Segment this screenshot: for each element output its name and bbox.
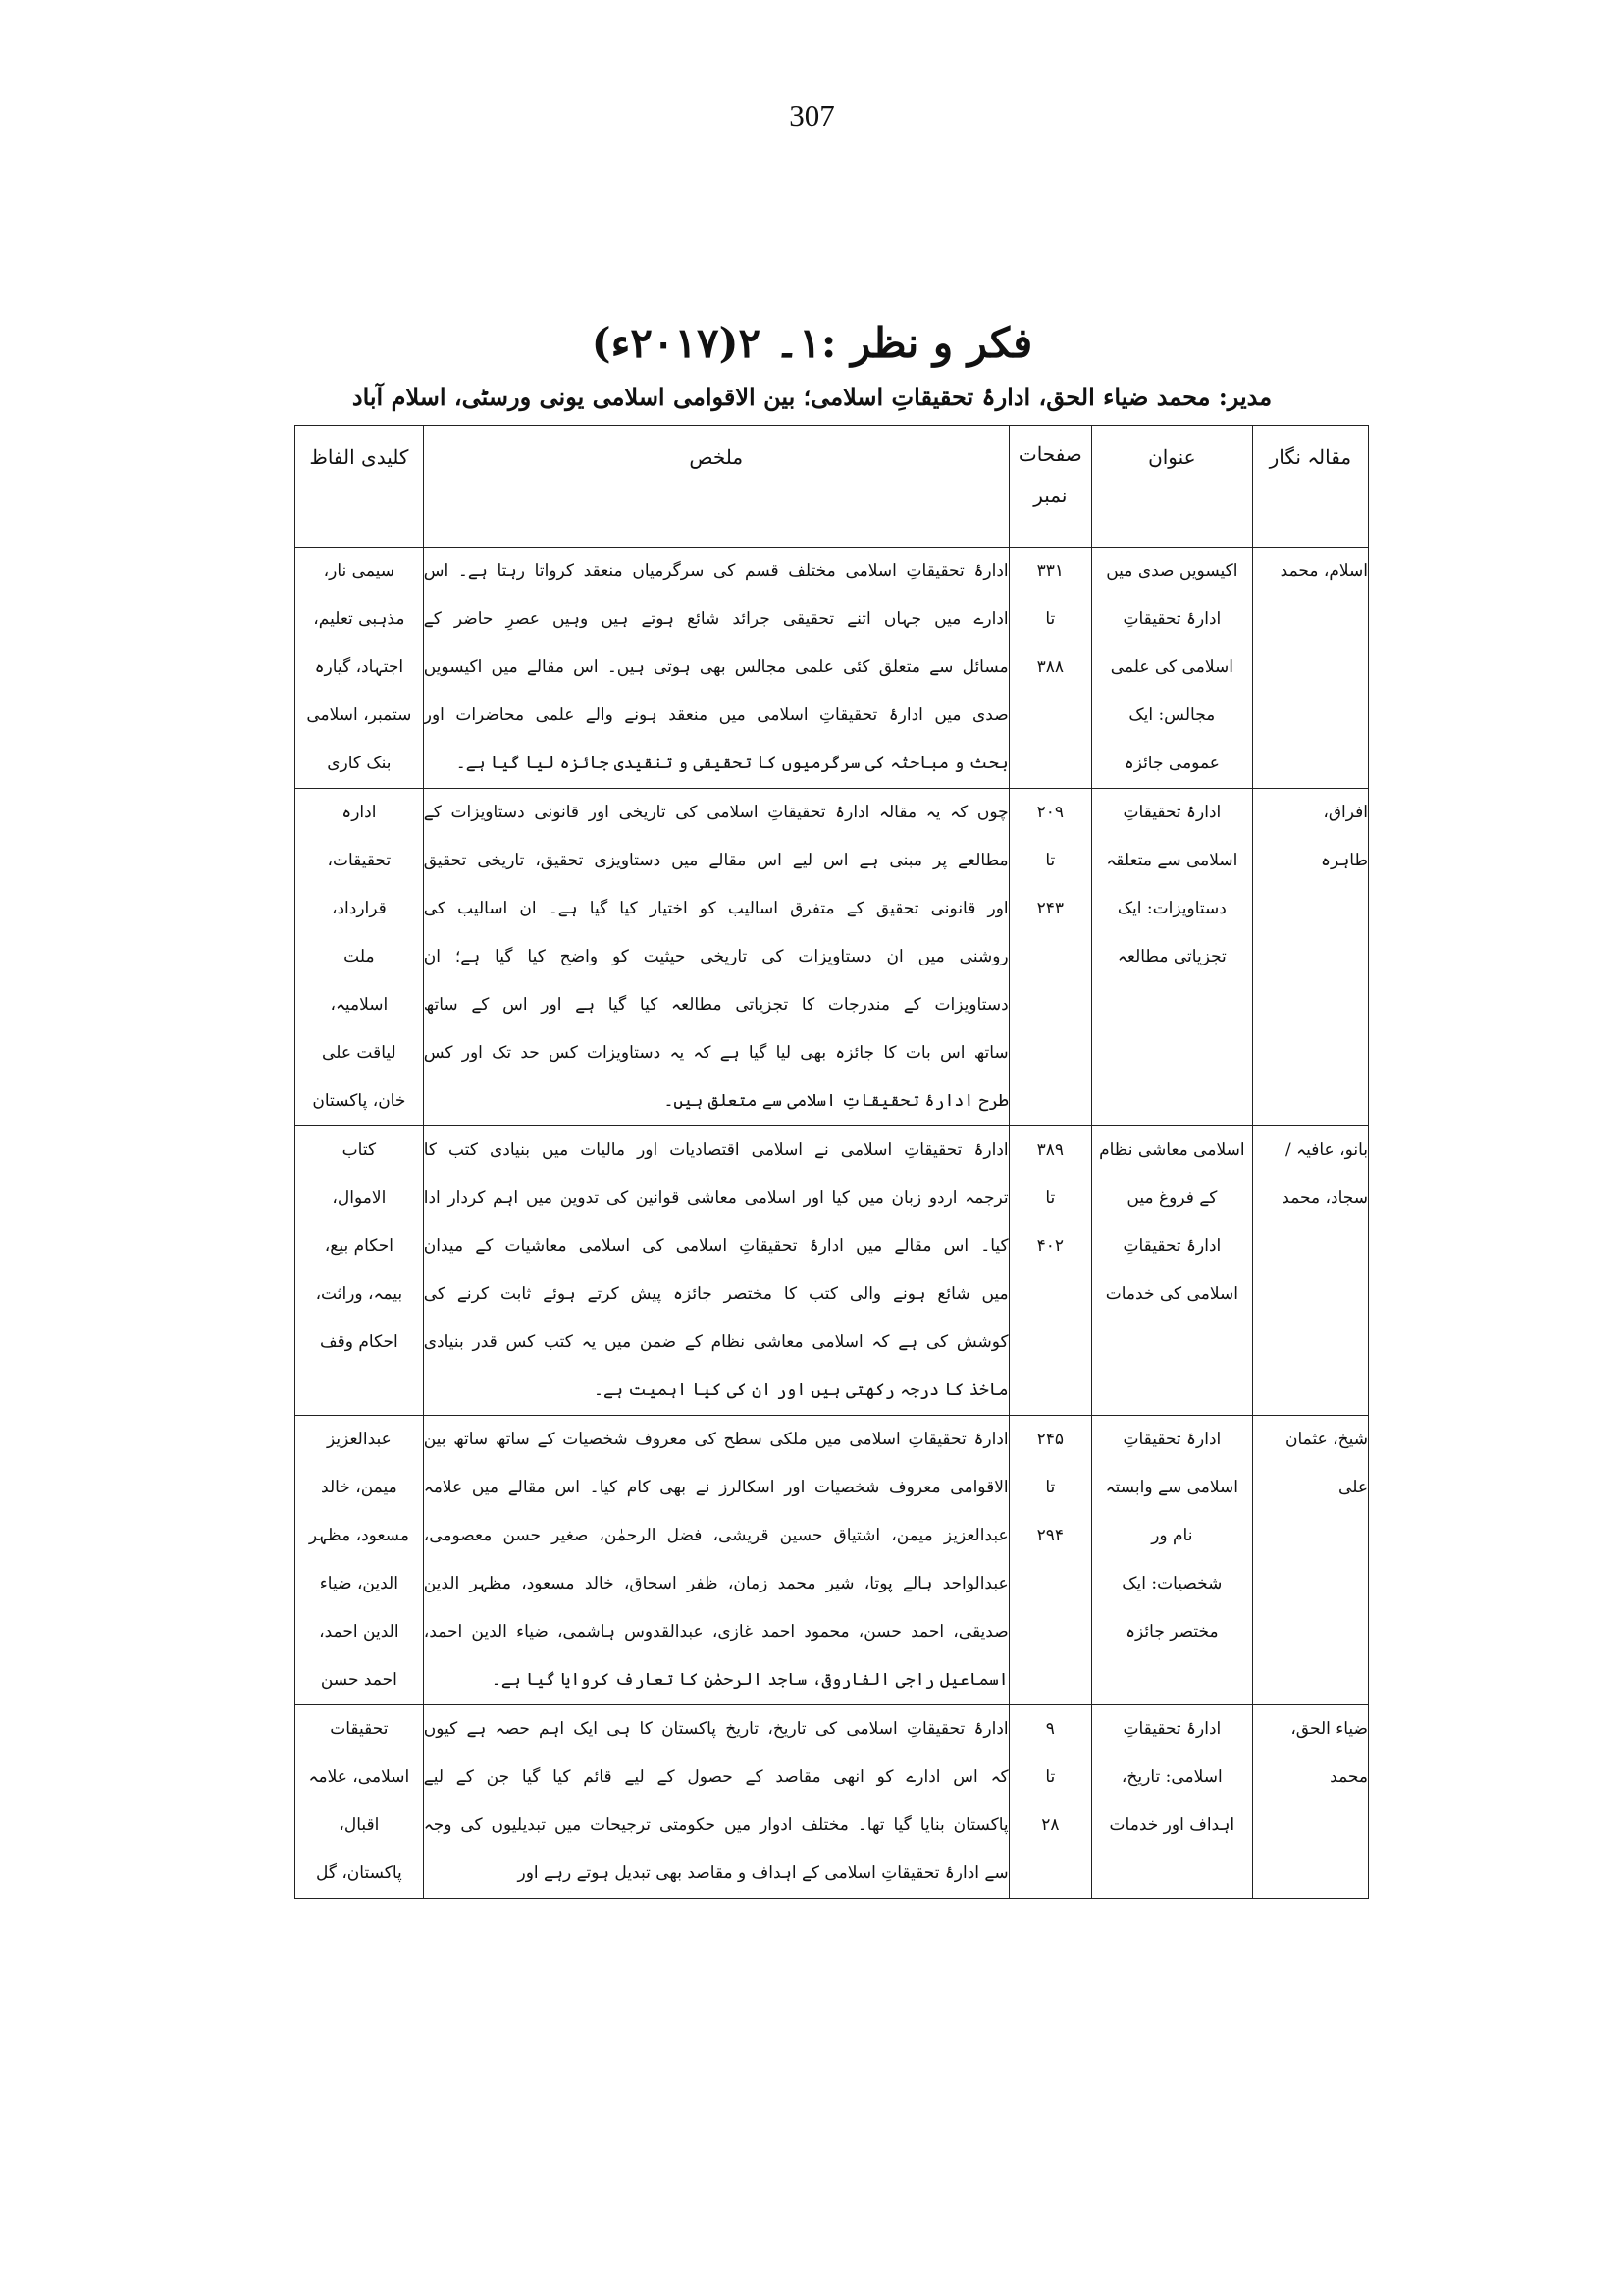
title-line: ادارۂ تحقیقاتِ bbox=[1123, 1719, 1222, 1739]
header-author: مقالہ نگار bbox=[1252, 426, 1368, 548]
abstract-line: ادارۂ تحقیقاتِ اسلامی نے اسلامی اقتصادیات اور مالیات میں بنیادی کتب کا bbox=[423, 1140, 1009, 1160]
pages-cell bbox=[1009, 789, 1091, 1126]
pages-line: تا bbox=[1045, 851, 1056, 870]
keywords-line: اسلامی، علامہ bbox=[308, 1767, 410, 1787]
author-line: علی bbox=[1338, 1478, 1368, 1497]
journal-title: فکر و نظر :۱۔ ۲(۲۰۱۷ء) bbox=[591, 319, 1033, 367]
pages-cell bbox=[1009, 1126, 1091, 1416]
keywords-line: خان، پاکستان bbox=[312, 1091, 406, 1111]
table-row bbox=[295, 548, 1369, 789]
title-line: اسلامی کی خدمات bbox=[1105, 1284, 1238, 1304]
keywords-line: احکام وقف bbox=[320, 1332, 398, 1352]
header-title: عنوان bbox=[1092, 426, 1253, 548]
pages-cell bbox=[1009, 548, 1091, 789]
header-pages-line: صفحات bbox=[1018, 443, 1082, 466]
title-line: ادارۂ تحقیقاتِ bbox=[1123, 1430, 1222, 1449]
articles-table bbox=[294, 425, 1369, 1899]
keywords-line: پاکستان، گل bbox=[315, 1863, 402, 1883]
abstract-line: مطالعے پر مبنی ہے اس لیے اس مقالے میں دستاویزی تحقیق، تاریخی تحقیق bbox=[423, 851, 1009, 870]
keywords-line: احکام بیع، bbox=[324, 1236, 393, 1256]
author-line: محمد bbox=[1330, 1767, 1368, 1787]
author-line: افراق، bbox=[1323, 803, 1368, 822]
keywords-line: سیمی نار، bbox=[323, 561, 395, 581]
abstract-line: صدیقی، احمد حسن، محمود احمد غازی، عبدالقدوس ہاشمی، ضیاء الدین احمد، bbox=[423, 1622, 1009, 1642]
abstract-line: پاکستان بنایا گیا تھا۔ مختلف ادوار میں حکومتی ترجیحات میں تبدیلیوں کی وجہ bbox=[423, 1815, 1009, 1835]
pages-line: ۲۴۵ bbox=[1036, 1430, 1065, 1449]
keywords-line: ستمبر، اسلامی bbox=[306, 705, 412, 725]
abstract-cell bbox=[423, 1416, 1009, 1705]
abstract-line: میں شائع ہونے والی کتب کا مختصر جائزہ پیش کرتے ہوئے ثابت کرنے کی bbox=[423, 1284, 1009, 1304]
abstract-line: کیا۔ اس مقالے میں ادارۂ تحقیقاتِ اسلامی کی اسلامی معاشیات کے میدان bbox=[423, 1236, 1009, 1256]
title-line: شخصیات: ایک bbox=[1122, 1574, 1223, 1593]
title-cell bbox=[1092, 1416, 1253, 1705]
keywords-line: مسعود، مظہر bbox=[308, 1526, 409, 1545]
header-pages bbox=[1009, 426, 1091, 548]
abstract-line: ادارے میں جہاں اتنے تحقیقی جرائد شائع ہوتے ہیں وہیں عصرِ حاضر کے bbox=[423, 609, 1009, 629]
abstract-cell bbox=[423, 1705, 1009, 1899]
author-line: طاہرہ bbox=[1320, 851, 1368, 870]
author-line: ضیاء الحق، bbox=[1290, 1719, 1368, 1739]
header-keywords: کلیدی الفاظ bbox=[295, 426, 424, 548]
keywords-line: میمن، خالد bbox=[321, 1478, 397, 1497]
table-header-row bbox=[295, 426, 1369, 548]
author-cell bbox=[1252, 1705, 1368, 1899]
title-line: ادارۂ تحقیقاتِ bbox=[1123, 1236, 1222, 1256]
title-line: تجزیاتی مطالعہ bbox=[1117, 947, 1227, 966]
author-cell bbox=[1252, 548, 1368, 789]
keywords-line: تحقیقات، bbox=[327, 851, 392, 870]
abstract-cell bbox=[423, 1126, 1009, 1416]
abstract-line: مسائل سے متعلق کئی علمی مجالس بھی ہوتی ہیں۔ اس مقالے میں اکیسویں bbox=[423, 657, 1009, 677]
title-cell bbox=[1092, 789, 1253, 1126]
keywords-cell bbox=[295, 789, 424, 1126]
keywords-line: مذہبی تعلیم، bbox=[313, 609, 405, 629]
pages-line: ۹ bbox=[1045, 1719, 1055, 1739]
abstract-line: اور قانونی تحقیق کے متفرق اسالیب کو اختیار کیا گیا ہے۔ ان اسالیب کی bbox=[423, 899, 1009, 918]
pages-line: تا bbox=[1045, 1767, 1056, 1787]
author-line: شیخ، عثمان bbox=[1284, 1430, 1368, 1449]
abstract-line: سے ادارۂ تحقیقاتِ اسلامی کے اہداف و مقاصد بھی تبدیل ہوتے رہے اور bbox=[517, 1863, 1009, 1883]
keywords-cell bbox=[295, 548, 424, 789]
table-row bbox=[295, 1126, 1369, 1416]
keywords-line: الدین، ضیاء bbox=[319, 1574, 398, 1593]
table-row bbox=[295, 1705, 1369, 1899]
header-abstract: ملخص bbox=[423, 426, 1009, 548]
pages-line: ۳۸۹ bbox=[1036, 1140, 1065, 1160]
title-line: اکیسویں صدی میں bbox=[1106, 561, 1238, 581]
abstract-line: ادارۂ تحقیقاتِ اسلامی کی تاریخ، تاریخ پاکستان کا ہی ایک اہم حصہ ہے کیوں bbox=[423, 1719, 1009, 1739]
title-line: مجالس: ایک bbox=[1128, 705, 1216, 725]
table-row bbox=[295, 1416, 1369, 1705]
author-line: اسلام، محمد bbox=[1280, 561, 1368, 581]
keywords-line: کتاب bbox=[341, 1140, 377, 1160]
title-line: اسلامی: تاریخ، bbox=[1121, 1767, 1223, 1787]
keywords-line: تحقیقات bbox=[330, 1719, 389, 1739]
title-line: اسلامی سے متعلقہ bbox=[1106, 851, 1238, 870]
abstract-line: ماخذ کا درجہ رکھتی ہیں اور ان کی کیا اہمیت ہے۔ bbox=[594, 1381, 1009, 1400]
abstract-line: چوں کہ یہ مقالہ ادارۂ تحقیقاتِ اسلامی کی تاریخی اور قانونی دستاویزات کے bbox=[423, 803, 1009, 822]
keywords-cell bbox=[295, 1416, 424, 1705]
abstract-line: بحث و مباحثہ کی سرگرمیوں کا تحقیقی و تنقیدی جائزہ لیا گیا ہے۔ bbox=[455, 754, 1009, 773]
abstract-line: کوشش کی ہے کہ اسلامی معاشی نظام کے ضمن میں یہ کتب کس قدر بنیادی bbox=[423, 1332, 1009, 1352]
page-number: 307 bbox=[789, 98, 835, 132]
title-line: اسلامی معاشی نظام bbox=[1099, 1140, 1245, 1160]
keywords-line: بیمہ، وراثت، bbox=[315, 1284, 403, 1304]
header-pages-line: نمبر bbox=[1033, 484, 1068, 507]
title-cell bbox=[1092, 1705, 1253, 1899]
pages-line: ۲۹۴ bbox=[1036, 1526, 1065, 1545]
pages-line: تا bbox=[1045, 609, 1056, 629]
abstract-cell bbox=[423, 789, 1009, 1126]
author-cell bbox=[1252, 1126, 1368, 1416]
pages-cell bbox=[1009, 1705, 1091, 1899]
pages-line: ۲۸ bbox=[1041, 1815, 1060, 1835]
title-line: اسلامی کی علمی bbox=[1110, 657, 1233, 677]
abstract-line: طرح ادارۂ تحقیقاتِ اسلامی سے متعلق ہیں۔ bbox=[663, 1091, 1009, 1111]
title-line: کے فروغ میں bbox=[1126, 1188, 1218, 1208]
keywords-line: عبدالعزیز bbox=[326, 1430, 392, 1449]
editor-line: مدیر: محمد ضیاء الحق، ادارۂ تحقیقاتِ اسلامی؛ بین الاقوامی اسلامی یونی ورسٹی، اسلام آباد bbox=[351, 383, 1273, 411]
title-line: نام ور bbox=[1151, 1526, 1193, 1545]
title-line: اسلامی سے وابستہ bbox=[1105, 1478, 1238, 1497]
author-cell bbox=[1252, 789, 1368, 1126]
author-cell bbox=[1252, 1416, 1368, 1705]
abstract-line: روشنی میں ان دستاویزات کی تاریخی حیثیت کو واضح کیا گیا ہے؛ ان bbox=[423, 947, 1009, 966]
table-row bbox=[295, 789, 1369, 1126]
abstract-line: اسماعیل راجی الفاروقی، ساجد الرحمٰن کا تعارف کروایا گیا ہے۔ bbox=[491, 1670, 1009, 1690]
keywords-line: اقبال، bbox=[339, 1815, 380, 1835]
abstract-line: صدی میں ادارۂ تحقیقاتِ اسلامی میں منعقد ہونے والے علمی محاضرات اور bbox=[423, 705, 1009, 725]
pages-line: ۲۴۳ bbox=[1036, 899, 1065, 918]
pages-cell bbox=[1009, 1416, 1091, 1705]
abstract-line: عبدالعزیز میمن، اشتیاق حسین قریشی، فضل الرحمٰن، صغیر حسن معصومی، bbox=[423, 1526, 1009, 1545]
keywords-line: لیاقت علی bbox=[322, 1043, 396, 1063]
keywords-line: ادارہ bbox=[341, 803, 377, 822]
abstract-line: ادارۂ تحقیقاتِ اسلامی مختلف قسم کی سرگرمیاں منعقد کرواتا رہتا ہے۔ اس bbox=[423, 561, 1009, 581]
title-line: دستاویزات: ایک bbox=[1117, 899, 1227, 918]
abstract-cell bbox=[423, 548, 1009, 789]
abstract-line: ساتھ اس بات کا جائزہ بھی لیا گیا ہے کہ یہ دستاویزات کس حد تک اور کس bbox=[423, 1043, 1009, 1063]
keywords-line: الدین احمد، bbox=[319, 1622, 399, 1642]
pages-line: تا bbox=[1045, 1188, 1056, 1208]
keywords-line: قرارداد، bbox=[331, 899, 387, 918]
author-line: بانو، عافیہ / bbox=[1285, 1140, 1368, 1160]
pages-line: ۳۳۱ bbox=[1036, 561, 1065, 581]
keywords-line: اسلامیہ، bbox=[330, 995, 389, 1015]
title-line: ادارۂ تحقیقاتِ bbox=[1123, 803, 1222, 822]
author-line: سجاد، محمد bbox=[1282, 1188, 1368, 1208]
title-cell bbox=[1092, 1126, 1253, 1416]
title-cell bbox=[1092, 548, 1253, 789]
abstract-line: عبدالواحد ہالے پوتا، شیر محمد زمان، ظفر اسحاق، خالد مسعود، مظہر الدین bbox=[423, 1574, 1009, 1593]
keywords-cell bbox=[295, 1705, 424, 1899]
abstract-line: دستاویزات کے مندرجات کا تجزیاتی مطالعہ کیا گیا ہے اور اس کے ساتھ bbox=[423, 995, 1009, 1015]
abstract-line: کہ اس ادارے کو انھی مقاصد کے حصول کے لیے قائم کیا گیا جن کے لیے bbox=[423, 1767, 1009, 1787]
keywords-line: الاموال، bbox=[332, 1188, 387, 1208]
pages-line: ۲۰۹ bbox=[1036, 803, 1065, 822]
keywords-line: احمد حسن bbox=[320, 1670, 397, 1690]
title-line: اہداف اور خدمات bbox=[1109, 1815, 1235, 1835]
pages-line: ۴۰۲ bbox=[1036, 1236, 1065, 1256]
pages-line: تا bbox=[1045, 1478, 1056, 1497]
keywords-line: ملت bbox=[343, 947, 375, 966]
keywords-line: بنک کاری bbox=[327, 754, 392, 773]
table-body bbox=[295, 548, 1369, 1899]
abstract-line: الاقوامی معروف شخصیات اور اسکالرز نے بھی کام کیا۔ اس مقالے میں علامہ bbox=[423, 1478, 1009, 1497]
title-line: عمومی جائزہ bbox=[1124, 754, 1220, 773]
keywords-line: اجتہاد، گیارہ bbox=[314, 657, 404, 677]
abstract-line: ادارۂ تحقیقاتِ اسلامی میں ملکی سطح کی معروف شخصیات کے ساتھ ساتھ بین bbox=[423, 1430, 1009, 1449]
title-line: مختصر جائزہ bbox=[1126, 1622, 1219, 1642]
keywords-cell bbox=[295, 1126, 424, 1416]
abstract-line: ترجمہ اردو زبان میں کیا اور اسلامی معاشی قوانین کی تدوین میں اہم کردار ادا bbox=[423, 1188, 1009, 1208]
pages-line: ۳۸۸ bbox=[1036, 657, 1065, 677]
title-line: ادارۂ تحقیقاتِ bbox=[1123, 609, 1222, 629]
